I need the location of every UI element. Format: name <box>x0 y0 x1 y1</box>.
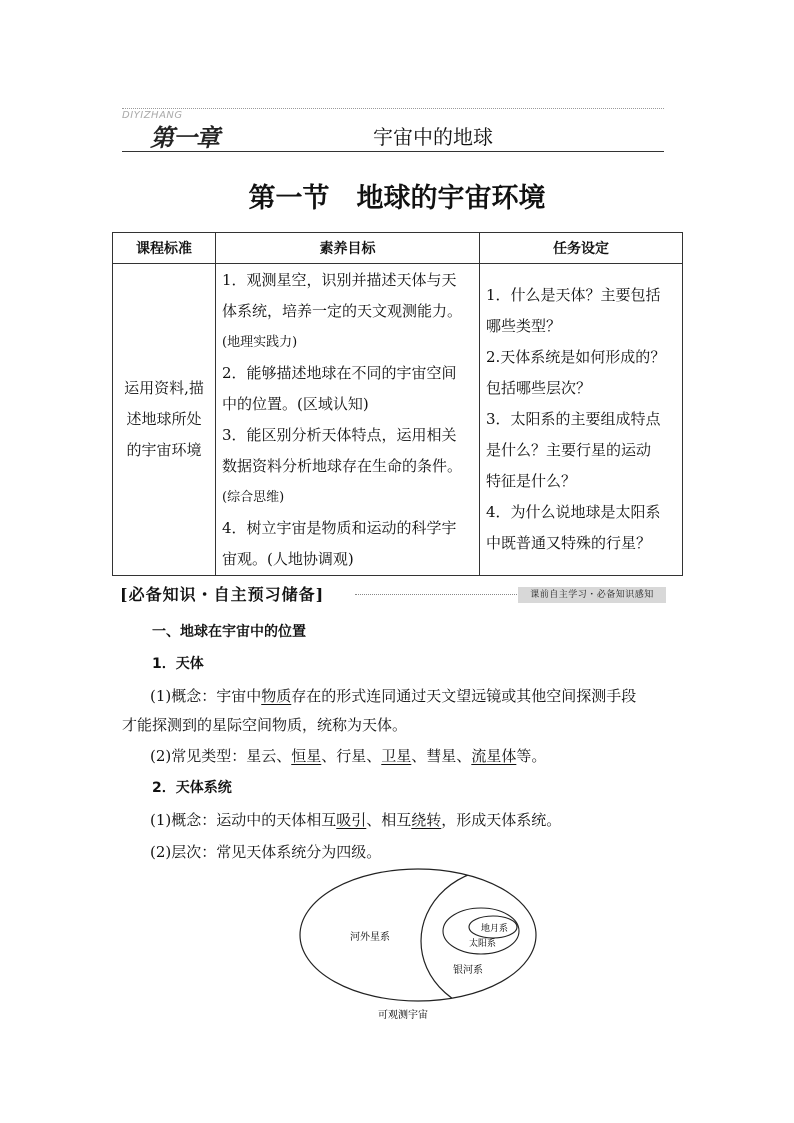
section-title: 第一节 地球的宇宙环境 <box>248 183 546 214</box>
label-observable-universe: 可观测宇宙 <box>378 1010 428 1021</box>
label-solar-system: 太阳系 <box>469 939 497 949</box>
goal-line: 2．能够描述地球在不同的宇宙空间 <box>222 363 457 382</box>
header-tasks: 任务设定 <box>480 233 683 264</box>
standard-line: 的宇宙环境 <box>126 441 202 459</box>
answer-underline: 恒星 <box>291 747 322 765</box>
answer-underline: 吸引 <box>336 811 367 829</box>
answer-underline: 流星体 <box>471 747 517 765</box>
text-span: 存在的形式连同通过天文望远镜或其他空间探测手段 <box>291 687 637 705</box>
standard-cell <box>113 264 216 576</box>
heading-celestial-system: 2．天体系统 <box>152 780 232 796</box>
task-line: 3．太阳系的主要组成特点 <box>486 410 661 428</box>
task-line: 1．什么是天体？主要包括 <box>486 286 661 304</box>
knowledge-banner: [必备知识・自主预习储备] <box>120 585 325 604</box>
text-span: 等。 <box>516 747 547 765</box>
paragraph-types <box>150 746 546 766</box>
banner-dotted-line <box>355 594 517 595</box>
goal-line: 宙观。(人地协调观) <box>222 549 354 568</box>
celestial-system-diagram <box>298 866 538 1026</box>
observable-universe-ellipse <box>300 869 536 1001</box>
goals-cell <box>216 264 480 576</box>
standard-line: 述地球所处 <box>126 410 202 428</box>
heading-celestial-body: 1．天体 <box>152 656 204 672</box>
header-standard: 课程标准 <box>113 233 216 264</box>
answer-underline: 绕转 <box>411 811 442 829</box>
task-line: 4．为什么说地球是太阳系 <box>486 503 661 521</box>
curriculum-table <box>112 232 683 576</box>
task-line: 是什么？主要行星的运动 <box>486 441 652 459</box>
standard-line: 运用资料,描 <box>124 379 204 397</box>
text-span: ，形成天体系统。 <box>441 811 562 829</box>
paragraph-concept-1-cont: 才能探测到的星际空间物质，统称为天体。 <box>122 716 408 734</box>
task-line: 2.天体系统是如何形成的？ <box>486 348 666 366</box>
book-title: 宇宙中的地球 <box>373 125 493 149</box>
task-line: 中既普通又特殊的行星？ <box>486 534 652 552</box>
banner-tag: 课前自主学习・必备知识感知 <box>518 587 666 603</box>
answer-underline: 物质 <box>261 687 292 705</box>
goal-line: 3．能区别分析天体特点，运用相关 <box>222 425 457 444</box>
task-line: 包括哪些层次？ <box>486 379 592 397</box>
header-dotted-rule <box>122 108 664 109</box>
label-milky-way: 银河系 <box>453 965 483 976</box>
tasks-cell <box>480 264 683 576</box>
heading-position: 一、地球在宇宙中的位置 <box>152 624 306 640</box>
goal-line: (地理实践力) <box>222 334 298 350</box>
text-span: (2)常见类型：星云、 <box>150 747 292 765</box>
paragraph-levels: (2)层次：常见天体系统分为四级。 <box>150 843 382 861</box>
goal-line: 1．观测星空，识别并描述天体与天 <box>222 270 457 289</box>
label-earth-moon: 地月系 <box>481 924 509 934</box>
task-line: 哪些类型？ <box>486 317 562 335</box>
text-span: (1)概念：宇宙中 <box>150 687 262 705</box>
text-span: (1)概念：运动中的天体相互 <box>150 811 337 829</box>
text-span: 、彗星、 <box>411 747 472 765</box>
label-extragalactic: 河外星系 <box>350 932 390 943</box>
paragraph-concept-1 <box>150 686 636 706</box>
paragraph-concept-2 <box>150 810 561 830</box>
goal-line: 中的位置。(区域认知) <box>222 394 369 413</box>
goal-line: (综合思维) <box>222 489 285 505</box>
chapter-pinyin: DIYIZHANG <box>122 110 183 121</box>
goal-line: 体系统，培养一定的天文观测能力。 <box>222 301 463 320</box>
goal-line: 数据资料分析地球存在生命的条件。 <box>222 456 463 475</box>
answer-underline: 卫星 <box>381 747 412 765</box>
header-goals: 素养目标 <box>216 233 480 264</box>
header-rule <box>122 151 664 152</box>
table-header-row <box>113 233 683 264</box>
text-span: 、行星、 <box>321 747 382 765</box>
goal-line: 4．树立宇宙是物质和运动的科学宇 <box>222 518 457 537</box>
table-row <box>113 264 683 576</box>
text-span: 、相互 <box>366 811 412 829</box>
chapter-label: 第一章 <box>150 124 219 152</box>
task-line: 特征是什么？ <box>486 472 577 490</box>
